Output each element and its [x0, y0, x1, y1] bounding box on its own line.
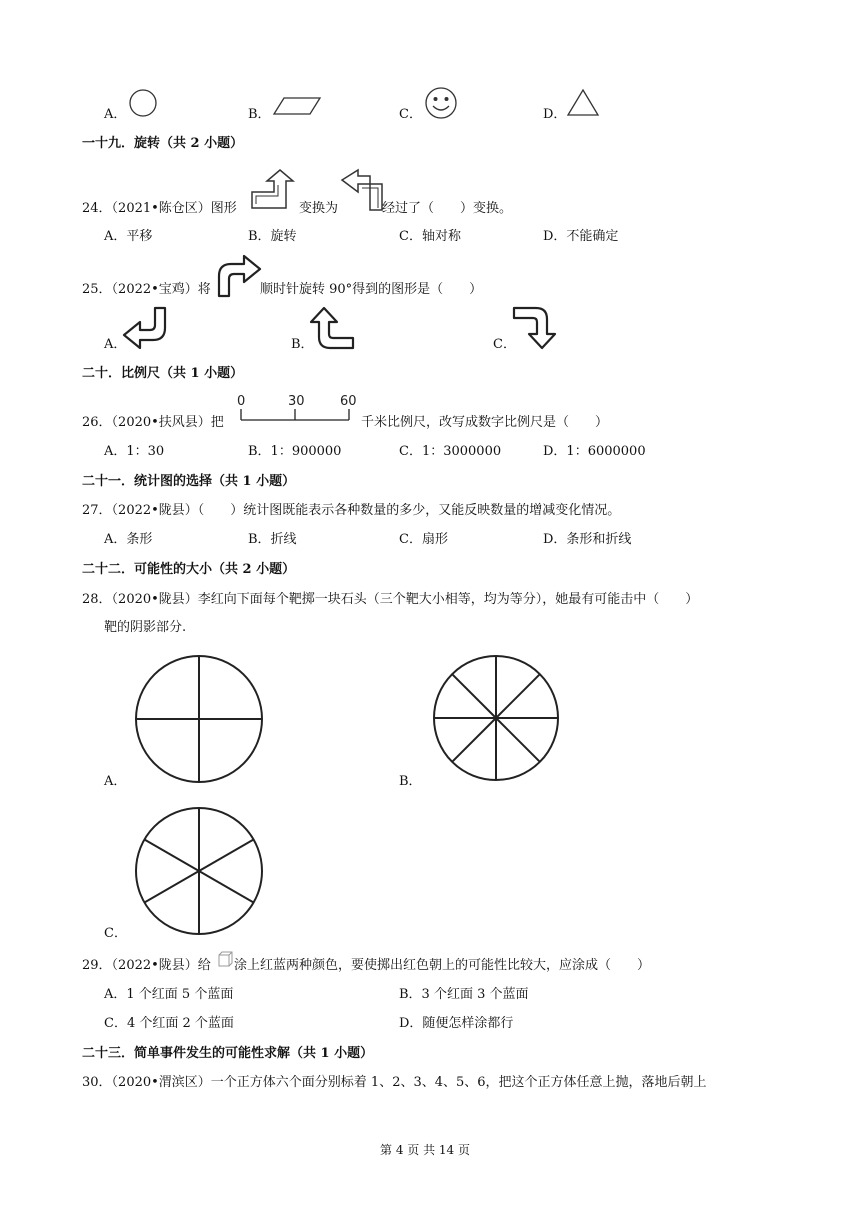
q29-text-suffix: 涂上红蓝两种颜色，要使掷出红色朝上的可能性比较大，应涂成（ ） [234, 958, 651, 973]
q30-text: 30．（2020•渭滨区）一个正方体六个面分别标着 1、2、3、4、5、6，把这个正方体任意上抛，落地后朝上 [82, 1075, 707, 1090]
section-22-heading: 二十二．可能性的大小（共 2 小题） [82, 562, 296, 577]
q26-option-c: C．1：3000000 [399, 444, 502, 459]
scale-label-0: 0 [237, 394, 246, 409]
cube-icon [217, 950, 233, 968]
target-divider-line [496, 718, 540, 762]
q29-option-a: A．1 个红面 5 个蓝面 [104, 987, 234, 1002]
q26-option-a: A．1：30 [104, 444, 165, 459]
arrow-shape-original-icon [250, 168, 294, 210]
scale-bar [232, 392, 362, 426]
section-21-heading: 二十一．统计图的选择（共 1 小题） [82, 474, 296, 489]
circle-icon [128, 88, 158, 118]
q25-text-prefix: 25．（2022•宝鸡）将 [82, 282, 211, 297]
q29-text-prefix: 29．（2022•陇县）给 [82, 958, 211, 973]
page-footer: 第 4 页 共 14 页 [380, 1143, 470, 1157]
target-divider-line [452, 718, 496, 762]
scale-label-30: 30 [288, 394, 305, 409]
q28-option-c-label: C． [104, 926, 127, 941]
q28-text-line1: 28．（2020•陇县）李红向下面每个靶掷一块石头（三个靶大小相等，均为等分），她最有可能击中（ ） [82, 592, 699, 607]
curved-arrow-option-c-icon [512, 306, 558, 350]
q25-option-b-label: B． [291, 337, 314, 352]
scale-label-60: 60 [340, 394, 357, 409]
q27-option-a: A．条形 [104, 532, 153, 547]
q24-option-c: C．轴对称 [399, 229, 461, 244]
section-23-heading: 二十三．简单事件发生的可能性求解（共 1 小题） [82, 1046, 374, 1061]
target-c-6-sectors [134, 806, 264, 936]
arrow-shape-transformed-icon [340, 168, 384, 212]
q23-option-b-label: B． [248, 107, 271, 122]
target-divider-line [496, 674, 540, 718]
parallelogram-icon [272, 96, 322, 116]
q26-text-prefix: 26．（2020•扶风县）把 [82, 415, 224, 430]
q24-text-prefix: 24．（2021•陈仓区）图形 [82, 201, 237, 216]
q28-option-a-label: A． [104, 774, 127, 789]
target-divider-line [144, 840, 199, 872]
q27-text: 27．（2022•陇县）（ ）统计图既能表示各种数量的多少，又能反映数量的增减变化情况。 [82, 503, 621, 518]
q24-option-d: D．不能确定 [543, 229, 619, 244]
q29-option-d: D．随便怎样涂都行 [399, 1016, 514, 1031]
q25-option-a-label: A． [104, 337, 127, 352]
q28-option-b-label: B． [399, 774, 422, 789]
target-divider-line [144, 871, 199, 903]
q24-text-suffix: 经过了（ ）变换。 [382, 201, 513, 216]
target-a-4-sectors [134, 654, 264, 784]
target-b-8-sectors [432, 654, 560, 782]
section-20-heading: 二十．比例尺（共 1 小题） [82, 366, 244, 381]
q23-option-c-label: C． [399, 107, 422, 122]
target-divider-line [199, 871, 254, 903]
q26-text-suffix: 千米比例尺，改写成数字比例尺是（ ） [361, 415, 609, 430]
q24-option-b: B．旋转 [248, 229, 297, 244]
q25-option-c-label: C． [493, 337, 516, 352]
q26-option-d: D．1：6000000 [543, 444, 646, 459]
q24-option-a: A．平移 [104, 229, 153, 244]
target-divider-line [199, 840, 254, 872]
curved-arrow-option-b-icon [310, 306, 356, 350]
target-divider-line [452, 674, 496, 718]
q23-option-d-label: D． [543, 107, 567, 122]
curved-arrow-option-a-icon [122, 306, 168, 350]
q29-option-b: B．3 个红面 3 个蓝面 [399, 987, 529, 1002]
q28-text-line2: 靶的阴影部分. [104, 620, 187, 635]
q27-option-b: B．折线 [248, 532, 297, 547]
section-19-heading: 一十九．旋转（共 2 小题） [82, 136, 244, 151]
q23-option-a-label: A． [104, 107, 127, 122]
q27-option-c: C．扇形 [399, 532, 448, 547]
curved-arrow-original-icon [216, 254, 262, 298]
q27-option-d: D．条形和折线 [543, 532, 632, 547]
q29-option-c: C．4 个红面 2 个蓝面 [104, 1016, 234, 1031]
q24-text-mid: 变换为 [299, 201, 339, 216]
q26-option-b: B．1：900000 [248, 444, 342, 459]
triangle-icon [566, 88, 600, 118]
q25-text-suffix: 顺时针旋转 90°得到的图形是（ ） [260, 282, 483, 297]
smiley-face-icon [424, 86, 458, 120]
